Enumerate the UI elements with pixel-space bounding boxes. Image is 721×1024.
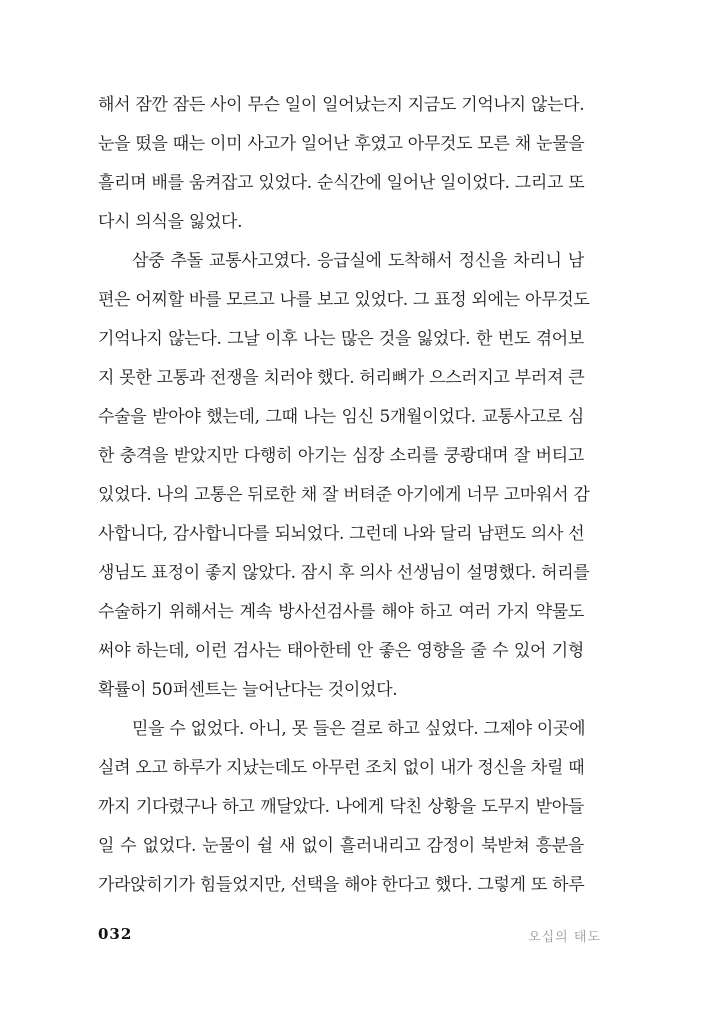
text-line: 확률이 50퍼센트는 늘어난다는 것이었다.	[98, 680, 398, 700]
text-line: 다시 의식을 잃었다.	[98, 212, 243, 232]
text-line: 실려 오고 하루가 지났는데도 아무런 조치 없이 내가 정신을 차릴 때	[98, 758, 585, 778]
text-line: 삼중 추돌 교통사고였다. 응급실에 도착해서 정신을 차리니 남	[132, 251, 584, 271]
text-line: 해서 잠깐 잠든 사이 무슨 일이 일어났는지 지금도 기억나지 않는다.	[98, 95, 585, 115]
body-text	[98, 86, 590, 905]
text-line: 눈을 떴을 때는 이미 사고가 일어난 후였고 아무것도 모른 채 눈물을	[98, 134, 585, 154]
text-line: 까지 기다렸구나 하고 깨달았다. 나에게 닥친 상황을 도무지 받아들	[98, 797, 584, 817]
text-line: 수술하기 위해서는 계속 방사선검사를 해야 하고 여러 가지 약물도	[98, 602, 584, 622]
running-title: 오십의 태도	[528, 930, 601, 945]
paragraph	[98, 242, 590, 710]
text-line: 한 충격을 받았지만 다행히 아기는 심장 소리를 쿵쾅대며 잘 버티고	[98, 446, 584, 466]
text-line: 기억나지 않는다. 그날 이후 나는 많은 것을 잃었다. 한 번도 겪어보	[98, 329, 584, 349]
text-line: 수술을 받아야 했는데, 그때 나는 임신 5개월이었다. 교통사고로 심	[98, 407, 584, 427]
text-line: 지 못한 고통과 전쟁을 치러야 했다. 허리뼈가 으스러지고 부러져 큰	[98, 368, 585, 388]
page-number: 032	[98, 925, 133, 943]
text-line: 흘리며 배를 움켜잡고 있었다. 순식간에 일어난 일이었다. 그리고 또	[98, 173, 585, 193]
text-line: 일 수 없었다. 눈물이 쉴 새 없이 흘러내리고 감정이 북받쳐 흥분을	[98, 836, 584, 856]
text-line: 써야 하는데, 이런 검사는 태아한테 안 좋은 영향을 줄 수 있어 기형	[98, 641, 584, 661]
paragraph	[98, 86, 584, 242]
text-line: 편은 어찌할 바를 모르고 나를 보고 있었다. 그 표정 외에는 아무것도	[98, 290, 590, 310]
text-line: 생님도 표정이 좋지 않았다. 잠시 후 의사 선생님이 설명했다. 허리를	[98, 563, 590, 583]
text-line: 가라앉히기가 힘들었지만, 선택을 해야 한다고 했다. 그렇게 또 하루	[98, 875, 585, 895]
paragraph	[98, 710, 584, 905]
text-line: 있었다. 나의 고통은 뒤로한 채 잘 버텨준 아기에게 너무 고마워서 감	[98, 485, 590, 505]
text-line: 사합니다, 감사합니다를 되뇌었다. 그런데 나와 달리 남편도 의사 선	[98, 524, 585, 544]
text-line: 믿을 수 없었다. 아니, 못 들은 걸로 하고 싶었다. 그제야 이곳에	[132, 719, 586, 739]
